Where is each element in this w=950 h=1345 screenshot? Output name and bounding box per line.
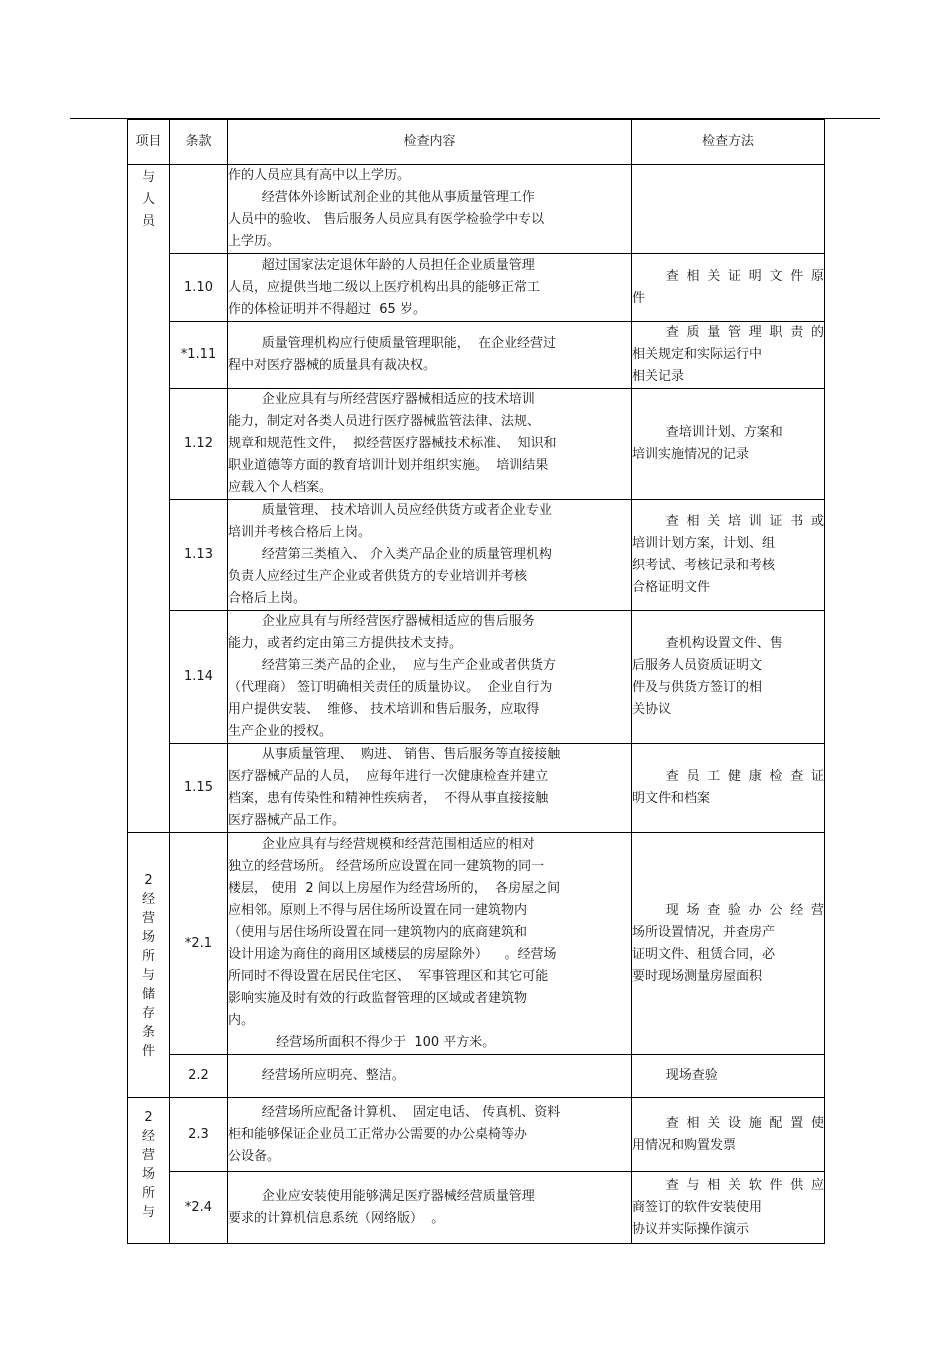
method-line: 织考试、考核记录和考核 [632,558,776,573]
table-row [128,165,825,254]
clause-cell: 1.14 [170,611,228,744]
content-line: 应相邻。原则上不得与居住场所设置在同一建筑物内 [228,902,528,918]
content-line: 独立的经营场所。 经营场所应设置在同一建筑物的同一 [228,858,545,874]
clause-cell [170,165,228,254]
content-line: 经营场所应配备计算机、 固定电话、 传真机、资料 [261,1104,561,1120]
content-line: 内。 [228,1012,255,1028]
content-cell [228,611,632,744]
clause-cell: *2.4 [170,1172,228,1244]
content-cell [228,254,632,322]
content-cell [228,744,632,833]
content-line: 合格后上岗。 [228,591,307,606]
method-cell [632,1098,825,1172]
content-line: 作的体检证明并不得超过 65 岁。 [228,301,426,317]
content-line: 超过国家法定退休年龄的人员担任企业质量管理 [261,257,535,273]
method-cell [632,833,825,1055]
content-line: 培训并考核合格后上岗。 [228,525,372,540]
content-line: 设计用途为商住的商用区域楼层的房屋除外） 。经营场 [228,946,557,962]
content-line: 医疗器械产品的人员， 应每年进行一次健康检查并建立 [228,769,549,784]
method-line: 培训计划方案，计划、组 [632,536,776,551]
content-line: 经营场所面积不得少于 100 平方米。 [276,1034,496,1050]
content-line: 企业应安装使用能够满足医疗器械经营质量管理 [261,1188,535,1204]
content-line: 所同时不得设置在居民住宅区、 军事管理区和其它可能 [228,968,549,984]
content-cell [228,500,632,611]
method-line: 查相关设施配置使 [665,1115,824,1131]
content-line: 经营第三类产品的企业， 应与生产企业或者供货方 [261,658,557,673]
content-line: 影响实施及时有效的行政监督管理的区域或者建筑物 [228,990,528,1006]
content-line: 柜和能够保证企业员工正常办公需要的办公桌椅等办 [228,1126,528,1142]
content-cell [228,322,632,389]
method-line: 件 [632,290,646,306]
content-line: 质量管理、 技术培训人员应经供货方或者企业专业 [261,503,552,518]
header-method: 检查方法 [632,120,825,165]
method-line: 件及与供货方签订的相 [632,680,763,695]
clause-cell: 2.3 [170,1098,228,1172]
table-row [128,1172,825,1244]
content-line: 经营体外诊断试剂企业的其他从事质量管理工作 [261,190,535,205]
table-row [128,744,825,833]
content-line: 企业应具有与经营规模和经营范围相适应的相对 [261,836,535,852]
content-line: 要求的计算机信息系统（网络版） 。 [228,1210,445,1226]
method-cell [632,322,825,389]
method-line: 查质量管理职责的 [665,325,824,340]
content-line: 上学历。 [228,234,281,249]
method-cell [632,611,825,744]
method-cell [632,1055,825,1098]
section-premises-cont-cell [128,1098,170,1244]
method-line: 证明文件、租赁合同，必 [632,946,776,962]
method-cell [632,254,825,322]
clause-cell: 1.10 [170,254,228,322]
section-label: 2 经 营 场 所 与 [141,1110,155,1220]
clause-cell: 1.13 [170,500,228,611]
header-content: 检查内容 [228,120,632,165]
method-cell [632,500,825,611]
content-line: 能力，或者约定由第三方提供技术支持。 [228,636,463,651]
inspection-checklist-table [127,119,825,1244]
method-cell [632,389,825,500]
table-row [128,500,825,611]
content-line: 规章和规范性文件， 拟经营医疗器械技术标准、 知识和 [228,436,557,451]
content-line: 公设备。 [228,1148,281,1164]
method-line: 查培训计划、方案和 [665,425,783,440]
content-line: 人员中的验收、 售后服务人员应具有医学检验学中专以 [228,212,545,227]
method-line: 现场查验 [665,1068,718,1083]
content-line: 负责人应经过生产企业或者供货方的专业培训并考核 [228,569,528,584]
content-line: （代理商） 签订明确相关责任的质量协议。 企业自行为 [228,680,553,695]
content-line: 质量管理机构应行使质量管理职能， 在企业经营过 [261,336,557,351]
content-cell [228,1055,632,1098]
section-label: 与 人 员 [141,170,155,229]
method-line: 场所设置情况，并查房产 [632,924,776,940]
table-row [128,833,825,1055]
method-line: 查员工健康检查证 [665,769,824,784]
header-item: 项目 [128,120,170,165]
method-line: 商签订的软件安装使用 [632,1199,763,1215]
method-line: 明文件和档案 [632,791,711,806]
section-personnel-cell [128,165,170,833]
table-row [128,254,825,322]
content-line: （使用与居住场所设置在同一建筑物内的底商建筑和 [228,924,528,940]
method-line: 相关记录 [632,369,685,384]
clause-cell: *1.11 [170,322,228,389]
content-cell [228,389,632,500]
content-line: 作的人员应具有高中以上学历。 [228,168,411,183]
section-premises-cell [128,833,170,1098]
header-clause: 条款 [170,120,228,165]
content-line: 职业道德等方面的教育培训计划并组织实施。 培训结果 [228,458,549,473]
method-line: 后服务人员资质证明文 [632,658,763,673]
table-row [128,1098,825,1172]
clause-cell: 2.2 [170,1055,228,1098]
content-line: 用户提供安装、 维修、 技术培训和售后服务，应取得 [228,702,540,717]
content-line: 应载入个人档案。 [228,480,333,495]
content-line: 生产企业的授权。 [228,724,333,739]
content-line: 企业应具有与所经营医疗器械相适应的售后服务 [261,614,535,629]
method-line: 关协议 [632,702,672,717]
content-line: 楼层， 使用 2 间以上房屋作为经营场所的， 各房屋之间 [228,880,561,896]
method-cell [632,744,825,833]
method-line: 查与相关软件供应 [665,1177,824,1193]
method-line: 相关规定和实际运行中 [632,347,763,362]
content-line: 医疗器械产品工作。 [228,813,346,828]
method-line: 培训实施情况的记录 [632,447,750,462]
method-line: 查机构设置文件、售 [665,636,783,651]
clause-cell: 1.15 [170,744,228,833]
method-line: 协议并实际操作演示 [632,1221,750,1237]
method-line: 合格证明文件 [632,580,711,595]
content-line: 能力，制定对各类人员进行医疗器械监管法律、法规、 [228,414,541,429]
table-row [128,322,825,389]
content-line: 程中对医疗器械的质量具有裁决权。 [228,358,437,373]
method-cell [632,165,825,254]
content-line: 档案，患有传染性和精神性疾病者， 不得从事直接接触 [228,791,549,806]
method-line: 查相关培训证书或 [665,514,824,529]
method-cell [632,1172,825,1244]
content-cell [228,1098,632,1172]
clause-cell: 1.12 [170,389,228,500]
table-header-row [128,120,825,165]
table-row [128,389,825,500]
method-line: 要时现场测量房屋面积 [632,968,763,984]
content-line: 经营场所应明亮、整洁。 [261,1068,405,1083]
method-line: 用情况和购置发票 [632,1137,737,1153]
content-line: 从事质量管理、 购进、 销售、售后服务等直接接触 [261,747,561,762]
table-row [128,611,825,744]
content-cell [228,165,632,254]
clause-cell: *2.1 [170,833,228,1055]
table-row [128,1055,825,1098]
content-line: 人员，应提供当地二级以上医疗机构出具的能够正常工 [228,279,541,295]
method-line: 查相关证明文件原 [665,268,824,284]
section-label: 2 经 营 场 所 与 储 存 条 件 [141,873,155,1059]
content-cell [228,833,632,1055]
content-line: 经营第三类植入、 介入类产品企业的质量管理机构 [261,547,552,562]
content-cell [228,1172,632,1244]
method-line: 现场查验办公经营 [665,902,824,918]
content-line: 企业应具有与所经营医疗器械相适应的技术培训 [261,392,535,407]
